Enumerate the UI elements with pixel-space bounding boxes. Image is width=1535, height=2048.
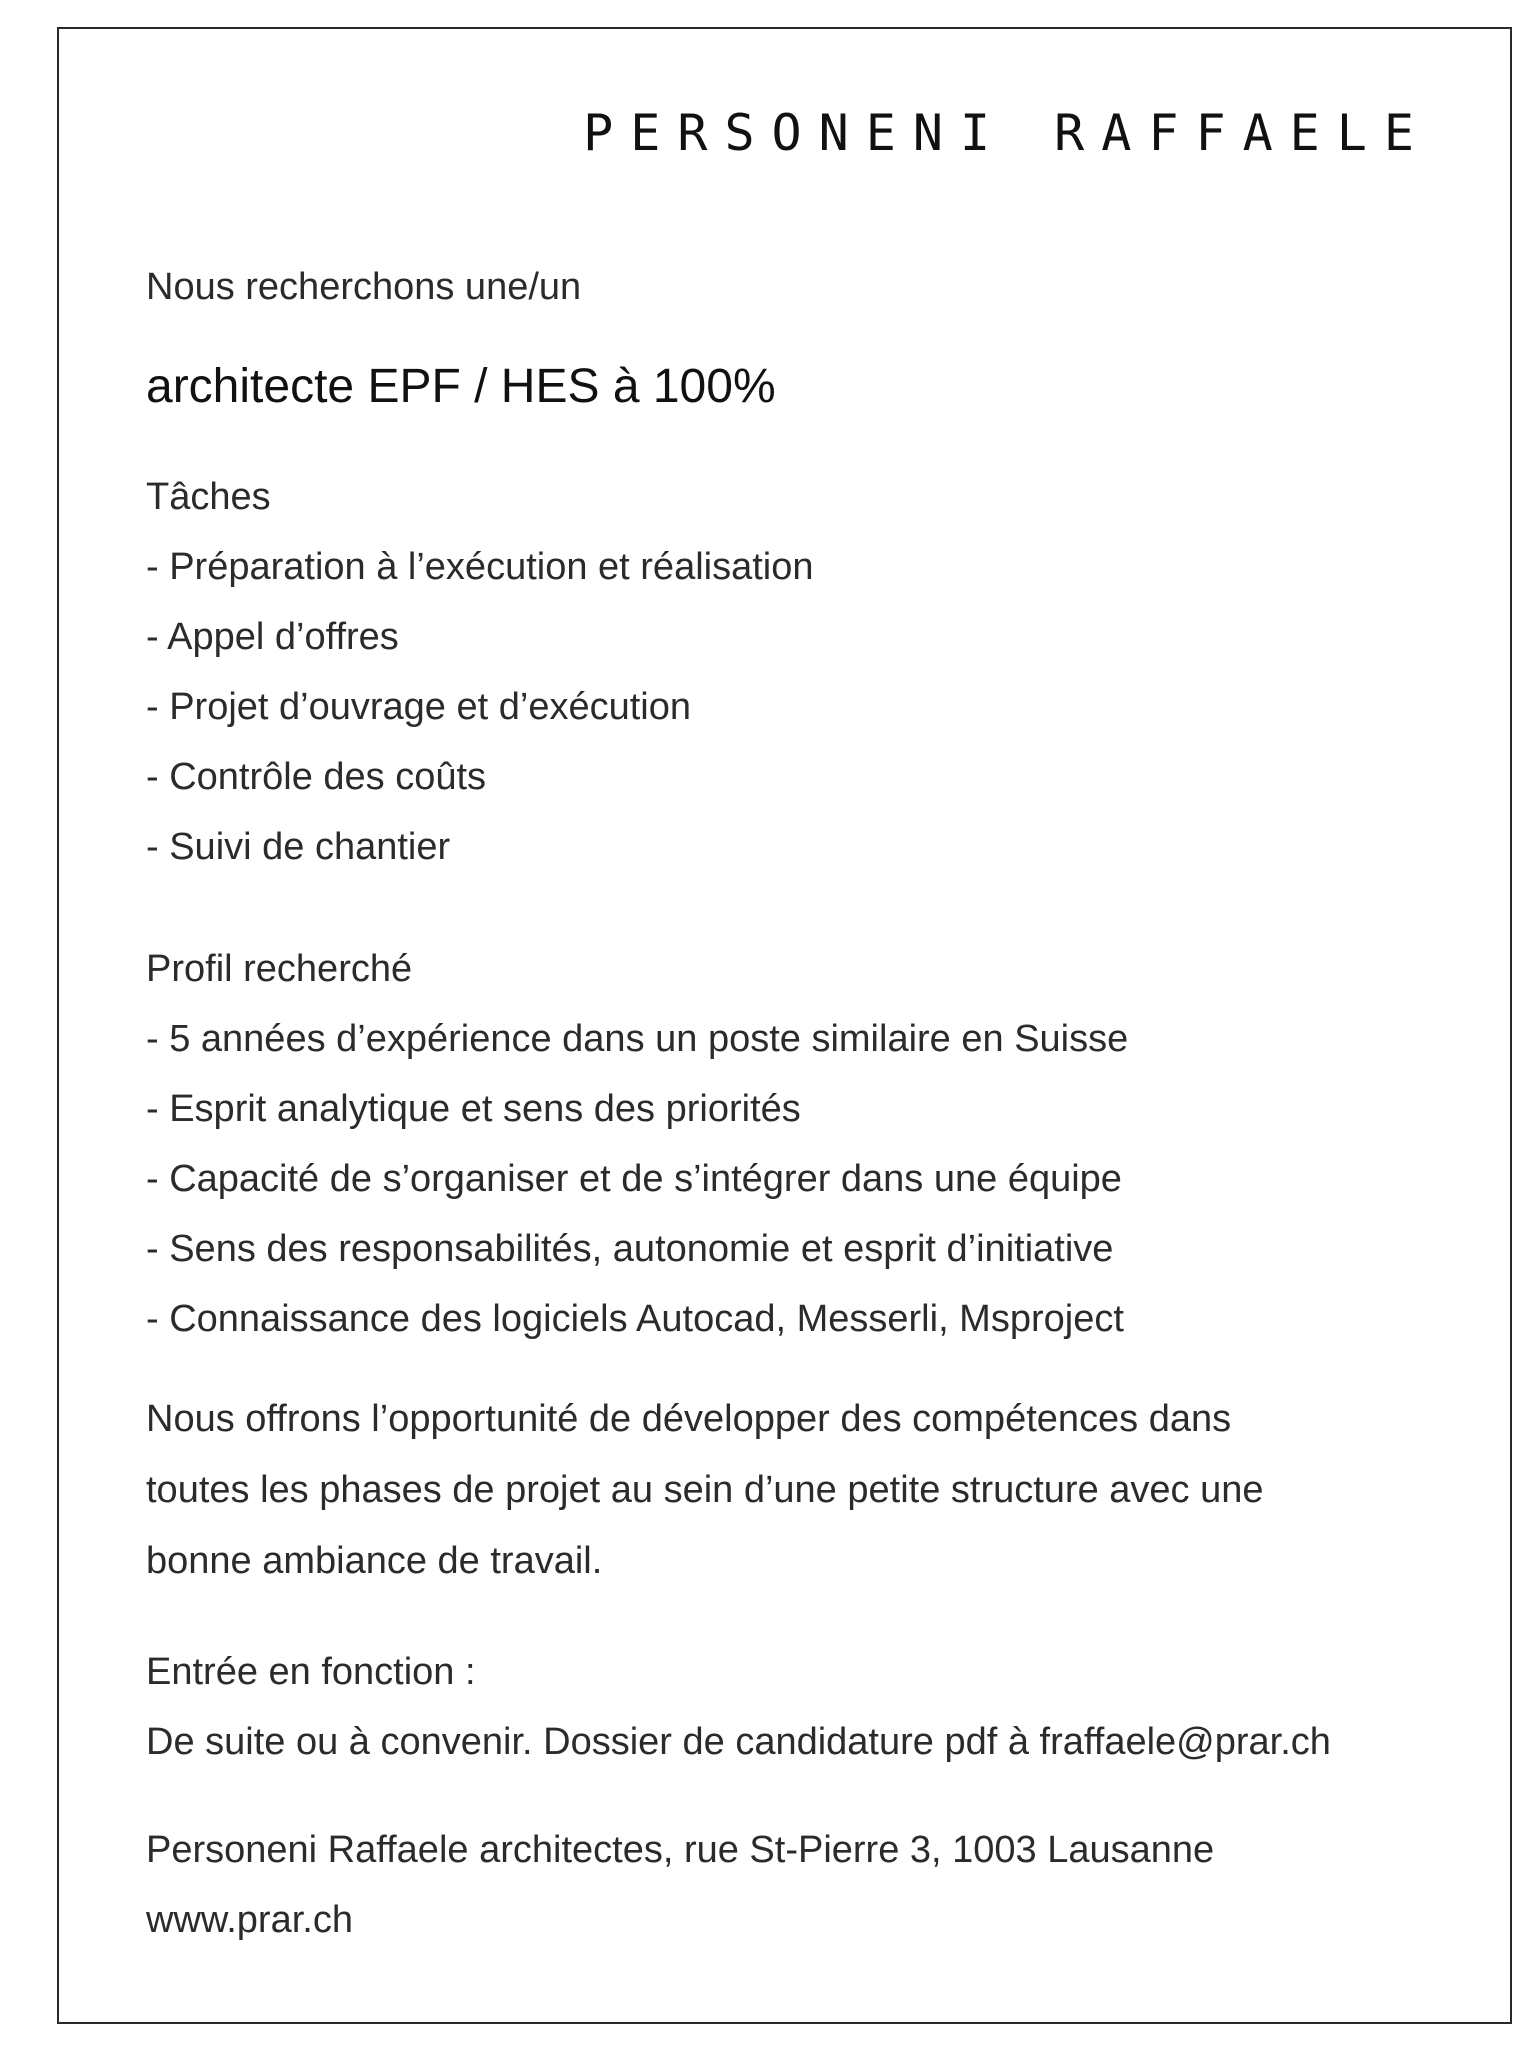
task-item: - Appel d’offres [146, 616, 399, 658]
job-title: architecte EPF / HES à 100% [146, 360, 776, 413]
intro-text: Nous recherchons une/un [146, 266, 582, 308]
task-item: - Préparation à l’exécution et réalisation [146, 546, 814, 588]
profile-section [146, 934, 1426, 1354]
task-item: - Contrôle des coûts [146, 756, 487, 798]
profile-item: - Esprit analytique et sens des priorités [146, 1088, 801, 1130]
offer-section [146, 1384, 1426, 1597]
task-item: - Suivi de chantier [146, 826, 451, 868]
profile-item: - Capacité de s’organiser et de s’intégrer dans une équipe [146, 1158, 1122, 1200]
profile-heading: Profil recherché [146, 948, 413, 990]
job-ad-body [146, 252, 1426, 2007]
start-section [146, 1637, 1426, 1777]
footer-section [146, 1815, 1426, 1955]
profile-item: - Sens des responsabilités, autonomie et esprit d’initiative [146, 1228, 1114, 1270]
profile-item: - Connaissance des logiciels Autocad, Messerli, Msproject [146, 1298, 1124, 1340]
company-brand-name: PERSONENI RAFFAELE [583, 104, 1431, 162]
profile-item: - 5 années d’expérience dans un poste similaire en Suisse [146, 1018, 1129, 1060]
tasks-heading: Tâches [146, 476, 271, 518]
application-details: De suite ou à convenir. Dossier de candidature pdf à fraffaele@prar.ch [146, 1721, 1331, 1763]
start-label: Entrée en fonction : [146, 1651, 476, 1693]
offer-line: toutes les phases de projet au sein d’une petite structure avec une [146, 1469, 1264, 1511]
offer-line: bonne ambiance de travail. [146, 1540, 603, 1582]
website-link[interactable]: www.prar.ch [146, 1899, 353, 1941]
offer-line: Nous offrons l’opportunité de développer des compétences dans [146, 1398, 1232, 1440]
task-item: - Projet d’ouvrage et d’exécution [146, 686, 691, 728]
tasks-section [146, 462, 1426, 882]
company-address: Personeni Raffaele architectes, rue St-Pierre 3, 1003 Lausanne [146, 1829, 1215, 1871]
